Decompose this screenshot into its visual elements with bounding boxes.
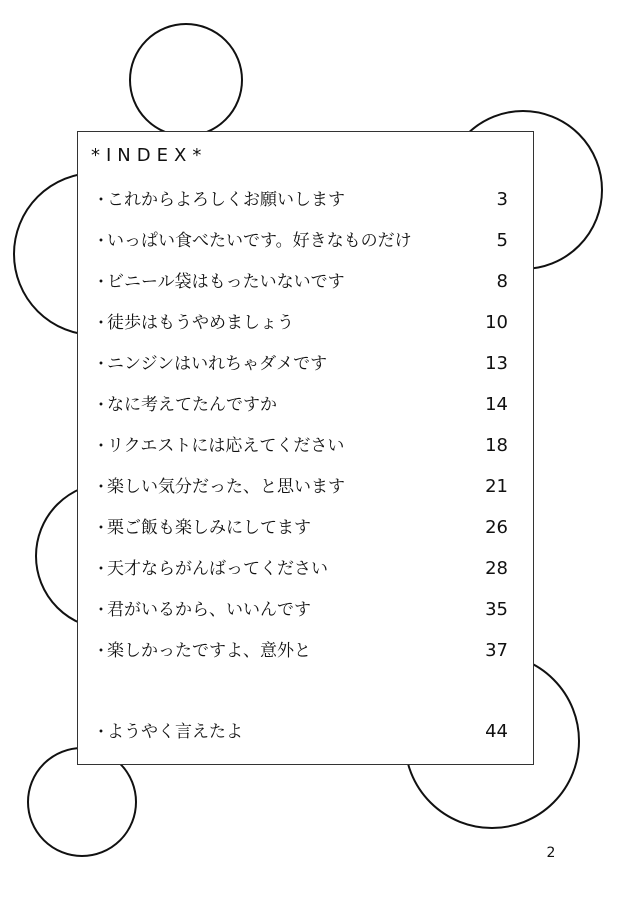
toc-bullet: ・ — [93, 600, 110, 619]
toc-bullet: ・ — [93, 477, 110, 496]
toc-page-number: 35 — [485, 599, 508, 620]
toc-entry — [93, 432, 508, 460]
toc-entry — [93, 186, 508, 214]
toc-bullet: ・ — [93, 518, 110, 537]
toc-page-number: 14 — [485, 394, 508, 415]
toc-entry — [93, 637, 508, 665]
toc-entry-label-group — [93, 432, 344, 460]
toc-entry-label-group — [93, 596, 311, 624]
toc-entry — [93, 718, 508, 746]
toc-entry — [93, 391, 508, 419]
toc-page-number: 10 — [485, 312, 508, 333]
toc-page-number: 8 — [496, 271, 508, 292]
toc-title: リクエストには応えてください — [107, 436, 345, 456]
toc-entry-label-group — [93, 309, 294, 337]
toc-bullet: ・ — [93, 559, 110, 578]
toc-page-number: 44 — [485, 721, 508, 742]
toc-bullet: ・ — [93, 190, 110, 209]
toc-title: いっぱい食べたいです。好きなものだけ — [107, 231, 412, 251]
circle-decoration — [130, 24, 242, 136]
toc-entry-label-group — [93, 473, 345, 501]
toc-page-number: 18 — [485, 435, 508, 456]
toc-bullet: ・ — [93, 395, 110, 414]
toc-title: なに考えてたんですか — [107, 395, 277, 415]
toc-entry — [93, 350, 508, 378]
toc-entry-label-group — [93, 186, 345, 214]
toc-entry — [93, 227, 508, 255]
toc-title: ようやく言えたよ — [107, 722, 243, 742]
toc-page-number: 21 — [485, 476, 508, 497]
toc-entry — [93, 309, 508, 337]
toc-title: 栗ご飯も楽しみにしてます — [107, 518, 311, 538]
toc-page-number: 3 — [496, 189, 508, 210]
toc-entry-label-group — [93, 350, 327, 378]
toc-title: 天才ならがんばってください — [107, 559, 328, 579]
toc-entry — [93, 596, 508, 624]
toc-title: 徒歩はもうやめましょう — [107, 313, 294, 333]
toc-bullet: ・ — [93, 231, 110, 250]
toc-title: ニンジンはいれちゃダメです — [107, 354, 328, 374]
toc-page-number: 37 — [485, 640, 508, 661]
toc-entry-label-group — [93, 718, 243, 746]
toc-title: 楽しい気分だった、と思います — [107, 477, 345, 497]
toc-bullet: ・ — [93, 354, 110, 373]
toc-title: ビニール袋はもったいないです — [107, 272, 345, 292]
page-number: 2 — [546, 845, 556, 861]
toc-title: 楽しかったですよ、意外と — [107, 641, 311, 661]
index-title: *INDEX* — [91, 145, 208, 166]
toc-page-number: 26 — [485, 517, 508, 538]
toc-bullet: ・ — [93, 272, 110, 291]
toc-entry — [93, 268, 508, 296]
toc-bullet: ・ — [93, 436, 110, 455]
toc-page-number: 5 — [496, 230, 508, 251]
toc-entry — [93, 514, 508, 542]
toc-entry — [93, 473, 508, 501]
toc-entry — [93, 555, 508, 583]
toc-entry-label-group — [93, 227, 412, 255]
index-box — [77, 131, 534, 765]
toc-entry-label-group — [93, 268, 345, 296]
toc-bullet: ・ — [93, 641, 110, 660]
toc-entry-label-group — [93, 514, 311, 542]
toc-title: 君がいるから、いいんです — [107, 600, 311, 620]
toc-page-number: 13 — [485, 353, 508, 374]
toc-entry-label-group — [93, 555, 328, 583]
toc-entry-label-group — [93, 637, 311, 665]
toc-bullet: ・ — [93, 313, 110, 332]
toc-bullet: ・ — [93, 722, 110, 741]
toc-title: これからよろしくお願いします — [107, 190, 345, 210]
toc-entry-label-group — [93, 391, 277, 419]
toc-page-number: 28 — [485, 558, 508, 579]
